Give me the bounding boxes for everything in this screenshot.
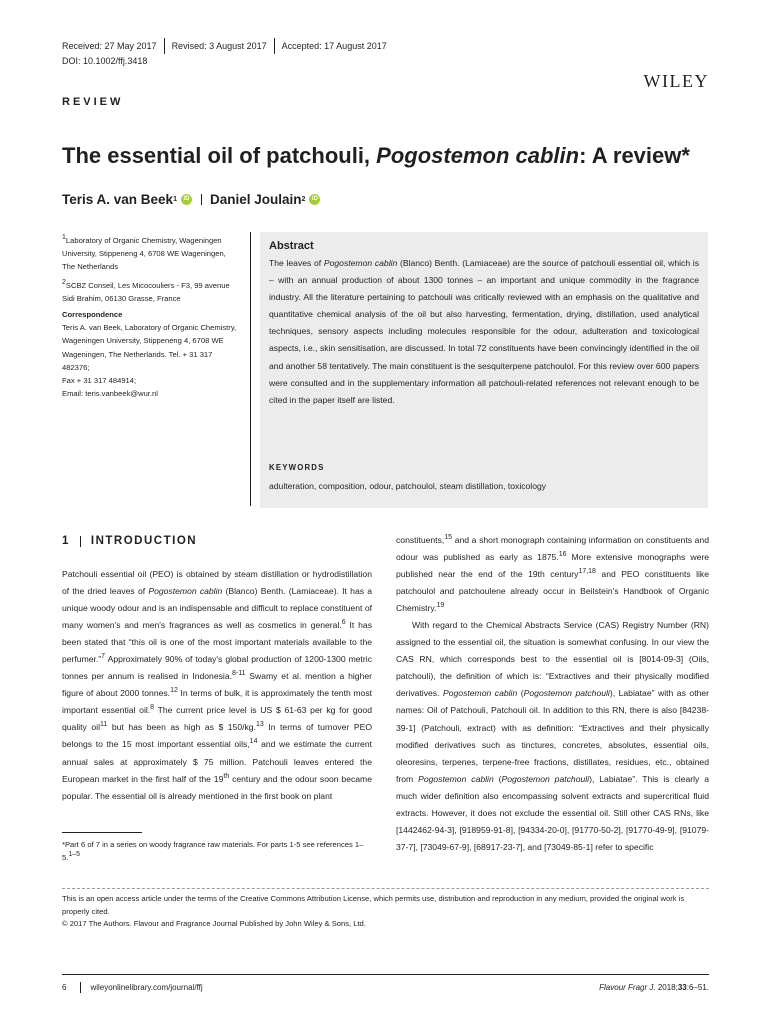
species-name: Pogostemon patchouli [523, 688, 610, 699]
text: ), Labiatae” with as other names: Oil of Patchouli, Patchouli oil. In addition to this RN, there is also [84238-39-1] (Patchouli, extract) with as definition: “Extractives and their physically modified derivatives such as tinctures, concretes, absolutes, essential oils, oleoresins, terpenes, terpene-free fractions, distillates, residues, etc., obtained from [396, 688, 710, 784]
citation[interactable]: 14 [249, 738, 258, 746]
revised-date: Revised: 3 August 2017 [171, 41, 267, 51]
text: It has been stated that “this oil is one of the most important materials available to the perfumer.” [62, 620, 373, 665]
body-column-left [62, 566, 372, 805]
citation[interactable]: 11 [100, 721, 108, 729]
footnote-text: *Part 6 of 7 in a series on woody fragrance raw materials. For parts 1-5 see references 1–5. [62, 840, 364, 862]
abstract-text [269, 255, 699, 409]
footnote-rule [62, 832, 142, 833]
section-title: INTRODUCTION [90, 535, 198, 547]
text: The current price level is US $ 61-63 per kg for good quality oil [62, 705, 372, 733]
correspondence-label: Correspondence [62, 310, 123, 319]
text: In terms of turnover PEO belongs to the 15 most important essential oils, [62, 722, 373, 750]
keywords: adulteration, composition, odour, patchoulol, steam distillation, toxicology [269, 481, 547, 491]
citation[interactable]: 8 [150, 704, 155, 712]
text: Patchouli essential oil (PEO) is obtained by steam distillation or hydrodistillation of the dried leaves of [62, 569, 372, 597]
text: ), Labiatae”. This is clearly a much wider definition also encompassing solvent extracts and supercritical fluid extracts. However, it does not exclude the essential oil. Still other CAS RNs, like [1442462-94-3], [918959-91-8], [94334-20-0], [91770-50-2], [91770-49-9], [91079-37-7], [73049-67-9], [68917-23-7], and [73049-85-1] refer to specific [396, 773, 710, 852]
article-type: REVIEW [62, 96, 124, 108]
column-divider [250, 232, 251, 506]
abstract-species: Pogostemon cablin [323, 258, 398, 268]
text: Swamy et al. mention a higher figure of about 2000 tonnes. [62, 671, 372, 699]
correspondence-fax: Fax + 31 317 484914; [62, 376, 137, 386]
text: With regard to the Chemical Abstracts Service (CAS) Registry Number (RN) assigned to the essential oil, the situation is somewhat confusing. In our view the CAS RN, which corresponds best to the essential oil is [8014-09-3] (Oils, patchouli), the definition of which is: “Extractives and their physically modified derivatives. [396, 620, 709, 699]
species-name: Pogostemon cablin [418, 773, 494, 784]
affil-sup: 2 [62, 279, 66, 286]
author-list: Teris A. van Beek 1 iD Daniel Joulain 2 iD [62, 192, 320, 207]
correspondence-address: Teris A. van Beek, Laboratory of Organic Chemistry, Wageningen University, Stippeneng 4, 6708 WE Wageningen, The Netherlands. Tel. + 31 317 482376; [62, 323, 237, 372]
citation[interactable]: 6 [341, 619, 346, 627]
affil-text: SCBZ Conseil, Les Micocouliers - F3, 99 avenue Sidi Brahim, 06130 Grasse, France [62, 281, 230, 304]
section-number: 1 [62, 535, 70, 547]
citation[interactable]: 13 [255, 721, 264, 729]
footer-rule [62, 974, 709, 975]
text: and PEO constituents like patchoulol and patchoulene already occur in Beilstein's Handbook of Organic Chemistry. [396, 569, 709, 614]
license-text: This is an open access article under the terms of the Creative Commons Attribution License, which permits use, distribution and reproduction in any medium, provided the original work is properly cited. [62, 894, 685, 916]
text: century and the odour soon became popular. The essential oil is already mentioned in the first book on plant [62, 773, 372, 801]
page-number: 6 [62, 983, 67, 992]
section-heading [62, 535, 197, 547]
text: ( [493, 773, 502, 784]
paragraph [396, 617, 709, 856]
citation[interactable]: 19 [436, 602, 445, 610]
volume: 33 [677, 983, 687, 992]
history-dates [62, 38, 387, 54]
text: (Blanco) Benth. (Lamiaceae). It has a unique woody odour and is an indispensable and difficult to replace constituent of many women's and men's fragrances as well as cosmetics in general. [62, 586, 373, 631]
orcid-icon[interactable]: iD [309, 194, 320, 205]
species-name: Pogostemon patchouli [501, 773, 590, 784]
accepted-date: Accepted: 17 August 2017 [281, 41, 387, 51]
abstract-text-part: (Blanco) Benth. (Lamiaceae) are the source of patchouli essential oil, which is – with an annual production of about 1300 tonnes – an important and unique commodity in the fragrance industry. All the literature pertaining to patchouli was critically reviewed with an emphasis on the qualitative and quantitative chemical analysis of the oil but also harvesting, fermentation, drying, distillation, used analytical techniques, sensory aspects including molecules responsible for the odour, adulteration and toxicological aspects, i.e., skin sensitisation, are discussed. In total 72 constituents have been convincingly identified in the oil and another 58 tentatively. The main constituent is the sesquiterpene patchoulol. For this review over 600 papers were consulted and in the supplementary information all patchouli-related references not relevant enough to be cited in the paper itself are listed. [269, 258, 700, 405]
text: More extensive monographs were published near the end of the 19th century [396, 552, 709, 580]
abstract-text-part: The leaves of [269, 258, 324, 268]
citation[interactable]: 17,18 [578, 568, 596, 576]
citation[interactable]: 8-11 [232, 670, 246, 678]
license-divider [62, 888, 709, 889]
correspondence-email[interactable]: Email: teris.vanbeek@wur.nl [62, 389, 158, 399]
divider [164, 38, 165, 54]
text: In terms of bulk, it is approximately the tenth most important essential oil. [62, 688, 373, 716]
received-date: Received: 27 May 2017 [62, 41, 157, 51]
journal-name: Flavour Fragr J. [599, 983, 656, 992]
citation[interactable]: 15 [444, 534, 453, 541]
text: ( [517, 688, 524, 699]
text: Approximately 90% of today's global production of 1200-1300 metric tonnes per annum is realised in Indonesia. [62, 654, 372, 682]
citation[interactable]: 12 [170, 687, 178, 695]
affiliation-1 [62, 234, 237, 274]
page-footer [62, 982, 709, 993]
orcid-icon[interactable]: iD [181, 194, 192, 205]
body-column-right [396, 532, 709, 856]
citation[interactable]: 7 [101, 653, 106, 661]
affil-sup: 1 [62, 234, 66, 241]
species-name: Pogostemon cablin [443, 688, 518, 699]
publisher-logo: WILEY [643, 71, 709, 91]
divider [80, 982, 81, 993]
citation-line [599, 983, 709, 992]
abstract-heading: Abstract [269, 240, 314, 252]
article-title [62, 143, 690, 169]
affiliation-2 [62, 279, 237, 305]
paragraph [62, 566, 372, 805]
title-species: Pogostemon cablin [376, 143, 580, 168]
title-text-end: : A review* [579, 143, 690, 168]
author-name[interactable]: Daniel Joulain [209, 192, 302, 207]
citation[interactable]: 16 [558, 551, 567, 559]
divider [80, 536, 81, 547]
license-notice [62, 893, 712, 931]
title-text: The essential oil of patchouli, [62, 143, 377, 168]
paragraph [396, 532, 709, 617]
divider [201, 194, 202, 205]
text: constituents, [396, 535, 445, 545]
citation[interactable]: 1–5 [68, 851, 81, 858]
citation-year: 2018; [655, 983, 678, 992]
text: and a short monograph containing information on constituents and odour was published as early as 1875. [396, 535, 709, 563]
author-name[interactable]: Teris A. van Beek [62, 192, 174, 207]
keywords-heading: KEYWORDS [269, 463, 325, 472]
affil-text: Laboratory of Organic Chemistry, Wageningen University, Stippeneng 4, 6708 WE Wageningen, The Netherlands [62, 236, 226, 272]
pages: :6–51. [686, 983, 709, 992]
copyright-text: © 2017 The Authors. Flavour and Fragrance Journal Published by John Wiley & Sons, Ltd. [62, 919, 366, 929]
text: and we estimate the current annual sales at approximately $ 75 million. Patchouli leaves entered the European market in the first half of the 19 [62, 739, 372, 784]
correspondence [62, 308, 237, 400]
ordinal-suffix: th [223, 772, 230, 780]
footnote [62, 838, 372, 864]
doi[interactable]: DOI: 10.1002/ffj.3418 [62, 56, 148, 66]
species-name: Pogostemon cablin [148, 586, 223, 597]
journal-url[interactable]: wileyonlinelibrary.com/journal/ffj [90, 983, 203, 992]
divider [274, 38, 275, 54]
text: but has been as high as $ 150/kg. [107, 722, 256, 733]
